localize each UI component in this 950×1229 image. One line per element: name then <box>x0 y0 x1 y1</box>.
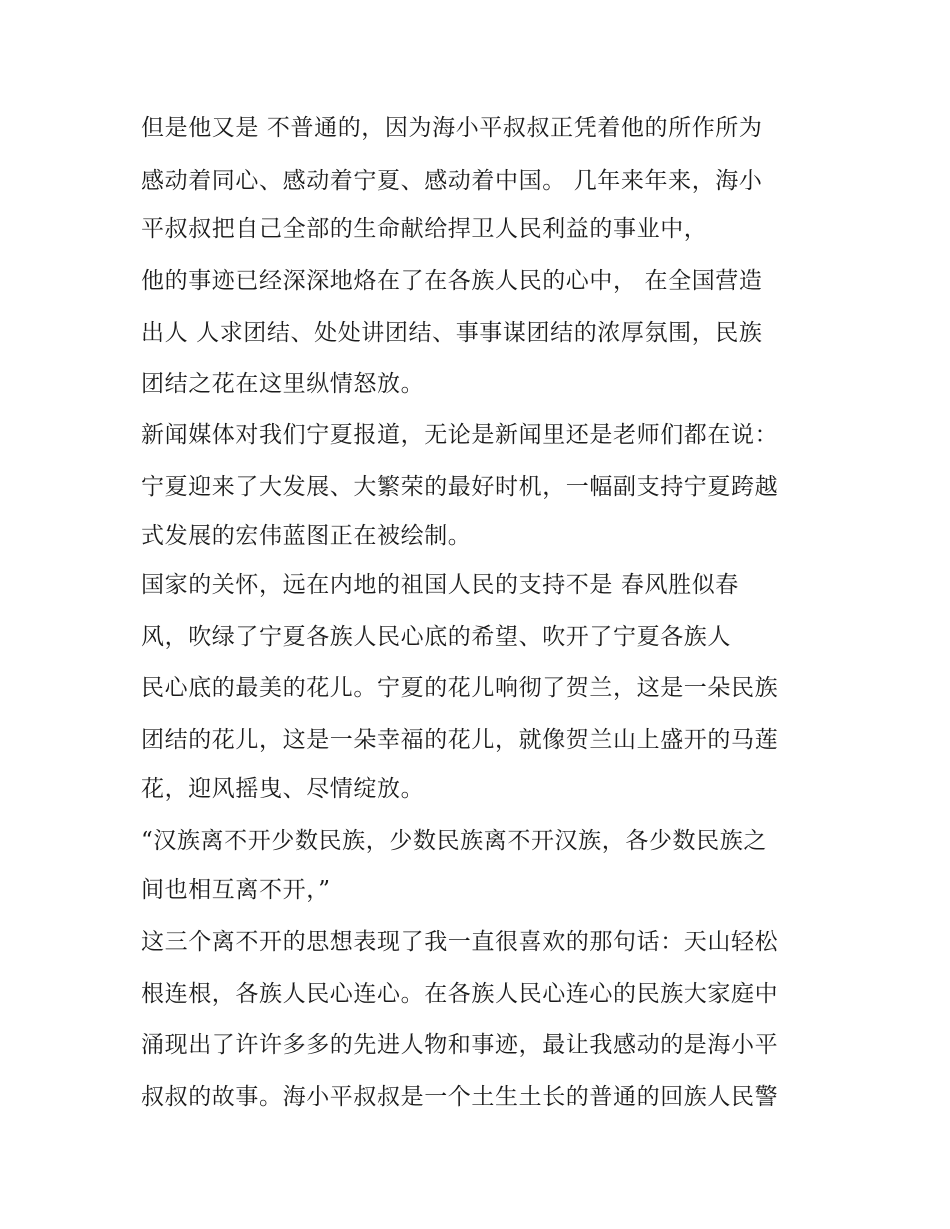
text-line: 式发展的宏伟蓝图正在被绘制。 <box>141 523 472 549</box>
text-line: 感动着同心、感动着宁夏、感动着中国。 几年来年来，海小 <box>141 168 763 194</box>
text-line: 宁夏迎来了大发展、大繁荣的最好时机，一幅副支持宁夏跨越 <box>141 474 779 500</box>
text-line: 平叔叔把自己全部的生命献给捍卫人民利益的事业中， <box>141 216 708 242</box>
text-line: 团结之花在这里纵情怒放。 <box>141 371 425 397</box>
text-line: 涌现出了许许多多的先进人物和事迹，最让我感动的是海小平 <box>141 1032 779 1058</box>
text-line: 民心底的最美的花儿。宁夏的花儿响彻了贺兰，这是一朵民族 <box>141 675 779 701</box>
text-line: 团结的花儿，这是一朵幸福的花儿，就像贺兰山上盛开的马莲 <box>141 727 779 753</box>
text-line: 但是他又是 不普通的，因为海小平叔叔正凭着他的所作所为 <box>141 115 763 141</box>
text-line: 他的事迹已经深深地烙在了在各族人民的心中， 在全国营造 <box>141 268 763 294</box>
text-line: 出人 人求团结、处处讲团结、事事谋团结的浓厚氛围，民族 <box>141 320 763 346</box>
text-line: 花，迎风摇曳、尽情绽放。 <box>141 776 425 802</box>
text-line: 风，吹绿了宁夏各族人民心底的希望、吹开了宁夏各族人 <box>141 624 731 650</box>
text-line: 叔叔的故事。海小平叔叔是一个土生土长的普通的回族人民警 <box>141 1084 779 1110</box>
text-line: 新闻媒体对我们宁夏报道，无论是新闻里还是老师们都在说： <box>141 422 779 448</box>
text-line: 根连根，各族人民心连心。在各族人民心连心的民族大家庭中 <box>141 981 779 1007</box>
text-line: 这三个离不开的思想表现了我一直很喜欢的那句话：天山轻松 <box>141 929 779 955</box>
text-line: 间也相互离不开，” <box>141 877 331 903</box>
text-line: “汉族离不开少数民族，少数民族离不开汉族，各少数民族之 <box>141 828 767 854</box>
text-line: 国家的关怀，远在内地的祖国人民的支持不是 春风胜似春 <box>141 572 739 598</box>
